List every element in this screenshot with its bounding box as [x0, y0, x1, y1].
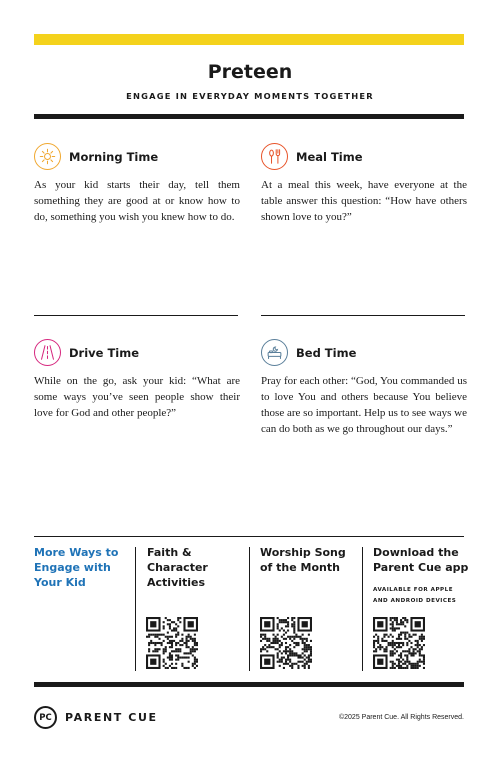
download-app-title: Download the Parent Cue app [373, 546, 469, 574]
logo-text: PARENT CUE [65, 711, 158, 724]
copyright-text: ©2025 Parent Cue. All Rights Reserved. [338, 714, 464, 721]
section-bed-time [261, 339, 467, 437]
section-body: Pray for each other: “God, You commanded us to love You and others because You believe those are so important. Help us to see ways we can do both as we go throughout our days.” [261, 375, 467, 435]
column-divider [135, 547, 136, 671]
road-icon [34, 339, 61, 366]
worship-song-title: Worship Song of the Month [260, 546, 346, 574]
section-title: Morning Time [69, 149, 159, 164]
qr-code-faith-character[interactable] [146, 617, 198, 669]
qr-code-worship-song[interactable] [260, 617, 312, 669]
section-divider [261, 315, 465, 316]
section-meal-time [261, 143, 467, 225]
qr-code-app-download[interactable] [373, 617, 425, 669]
footer-rule [34, 682, 464, 687]
section-title: Bed Time [296, 345, 357, 360]
section-drive-time [34, 339, 240, 421]
utensils-icon [261, 143, 288, 170]
top-accent-bar [34, 34, 464, 45]
footer-divider [34, 536, 464, 537]
more-ways-heading: More Ways to Engage with Your Kid [34, 546, 119, 589]
parent-cue-logo [34, 706, 158, 729]
section-divider [34, 315, 238, 316]
logo-mark: PC [34, 706, 57, 729]
bed-icon [261, 339, 288, 366]
page-title: Preteen [207, 61, 293, 83]
column-divider [362, 547, 363, 671]
section-title: Meal Time [296, 149, 363, 164]
section-title: Drive Time [69, 345, 140, 360]
section-body: At a meal this week, have everyone at the table answer this question: “How have others shown love to you?” [261, 179, 467, 223]
page-subtitle: ENGAGE IN EVERYDAY MOMENTS TOGETHER [126, 91, 374, 101]
section-morning-time [34, 143, 240, 225]
column-divider [249, 547, 250, 671]
section-body: As your kid starts their day, tell them something they are good at or know how to do, something you wish you knew how to do. [34, 179, 240, 223]
faith-character-title: Faith & Character Activities [147, 546, 208, 589]
section-body: While on the go, ask your kid: “What are some ways you’ve seen people show their love for God and other people?” [34, 375, 240, 419]
header-divider [34, 114, 464, 119]
sun-icon [34, 143, 61, 170]
app-availability-note: AVAILABLE FOR APPLE AND ANDROID DEVICES [373, 587, 457, 604]
